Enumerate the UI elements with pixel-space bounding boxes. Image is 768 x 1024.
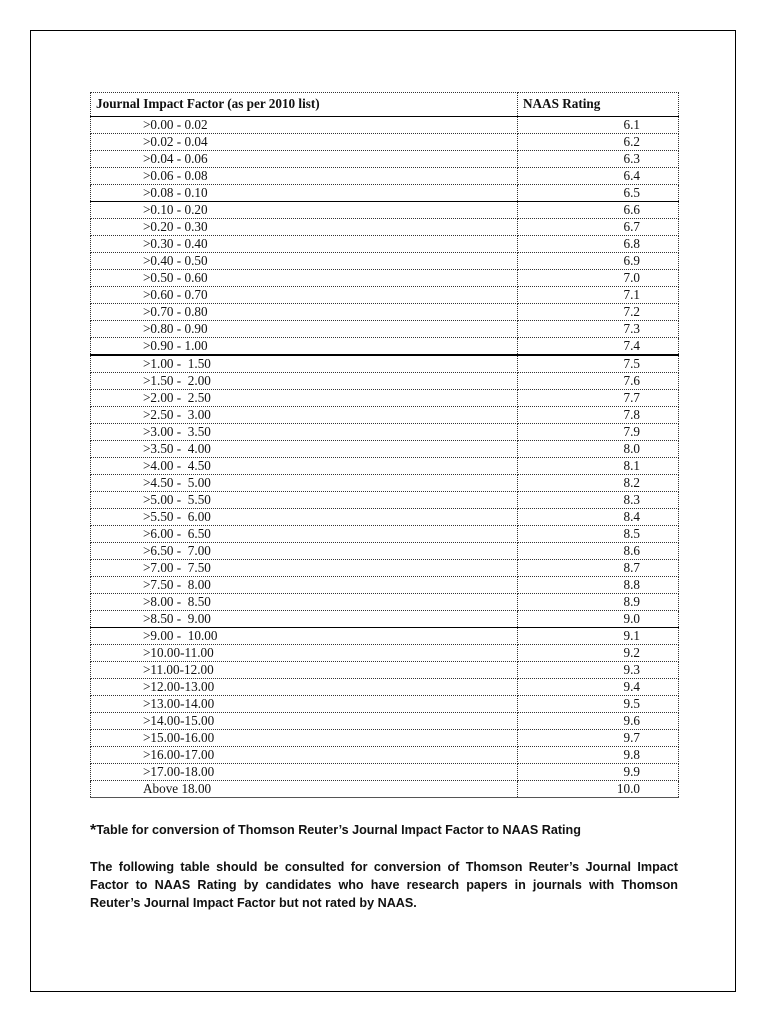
- impact-factor-range: >4.00 - 4.50: [91, 458, 518, 475]
- impact-factor-range: >0.00 - 0.02: [91, 117, 518, 134]
- table-row: [91, 424, 679, 441]
- naas-rating-value: 8.1: [518, 458, 679, 475]
- table-row: [91, 441, 679, 458]
- impact-factor-range: >0.30 - 0.40: [91, 236, 518, 253]
- naas-rating-value: 7.7: [518, 390, 679, 407]
- impact-factor-range: >10.00-11.00: [91, 645, 518, 662]
- impact-factor-range: >0.06 - 0.08: [91, 168, 518, 185]
- table-footnote: [90, 822, 678, 840]
- naas-rating-value: 6.7: [518, 219, 679, 236]
- impact-factor-range: >13.00-14.00: [91, 696, 518, 713]
- table-row: [91, 747, 679, 764]
- naas-rating-value: 9.9: [518, 764, 679, 781]
- table-header-row: [91, 93, 679, 117]
- naas-rating-value: 8.5: [518, 526, 679, 543]
- naas-rating-value: 7.3: [518, 321, 679, 338]
- impact-factor-range: >7.50 - 8.00: [91, 577, 518, 594]
- table-row: [91, 492, 679, 509]
- impact-factor-range: >9.00 - 10.00: [91, 628, 518, 645]
- naas-rating-value: 9.7: [518, 730, 679, 747]
- impact-factor-range: >11.00-12.00: [91, 662, 518, 679]
- table-row: [91, 253, 679, 270]
- table-row: [91, 543, 679, 560]
- impact-factor-range: >8.50 - 9.00: [91, 611, 518, 628]
- table-row: [91, 628, 679, 645]
- table-row: [91, 304, 679, 321]
- table-row: [91, 679, 679, 696]
- impact-factor-range: >0.08 - 0.10: [91, 185, 518, 202]
- impact-factor-range: >6.50 - 7.00: [91, 543, 518, 560]
- table-row: [91, 236, 679, 253]
- impact-factor-range: >0.80 - 0.90: [91, 321, 518, 338]
- table-row: [91, 730, 679, 747]
- table-row: [91, 577, 679, 594]
- naas-rating-value: 8.7: [518, 560, 679, 577]
- impact-factor-range: >7.00 - 7.50: [91, 560, 518, 577]
- naas-rating-value: 6.1: [518, 117, 679, 134]
- footnote-asterisk: *: [90, 822, 97, 839]
- table-row: [91, 321, 679, 338]
- table-row: [91, 475, 679, 492]
- table-row: [91, 526, 679, 543]
- table-row: [91, 390, 679, 407]
- naas-rating-value: 6.3: [518, 151, 679, 168]
- impact-factor-range: >14.00-15.00: [91, 713, 518, 730]
- naas-rating-value: 7.4: [518, 338, 679, 356]
- table-row: [91, 781, 679, 798]
- naas-rating-value: 9.0: [518, 611, 679, 628]
- table-row: [91, 560, 679, 577]
- naas-rating-value: 6.2: [518, 134, 679, 151]
- impact-factor-range: >3.00 - 3.50: [91, 424, 518, 441]
- table-row: [91, 185, 679, 202]
- impact-factor-range: >1.50 - 2.00: [91, 373, 518, 390]
- footnote-text: Table for conversion of Thomson Reuter’s Journal Impact Factor to NAAS Rating: [96, 823, 581, 837]
- naas-rating-value: 9.1: [518, 628, 679, 645]
- naas-rating-value: 6.4: [518, 168, 679, 185]
- impact-factor-range: >0.02 - 0.04: [91, 134, 518, 151]
- impact-factor-range: >15.00-16.00: [91, 730, 518, 747]
- naas-rating-value: 7.5: [518, 355, 679, 373]
- table-row: [91, 202, 679, 219]
- impact-factor-range: >0.50 - 0.60: [91, 270, 518, 287]
- impact-factor-range: >0.90 - 1.00: [91, 338, 518, 356]
- table-row: [91, 611, 679, 628]
- naas-rating-value: 10.0: [518, 781, 679, 798]
- table-row: [91, 270, 679, 287]
- table-row: [91, 407, 679, 424]
- naas-rating-value: 6.6: [518, 202, 679, 219]
- impact-factor-range: >0.60 - 0.70: [91, 287, 518, 304]
- naas-rating-value: 8.9: [518, 594, 679, 611]
- table-row: [91, 168, 679, 185]
- impact-factor-range: >0.20 - 0.30: [91, 219, 518, 236]
- naas-rating-value: 7.2: [518, 304, 679, 321]
- impact-factor-range: >6.00 - 6.50: [91, 526, 518, 543]
- table-row: [91, 764, 679, 781]
- naas-rating-value: 9.3: [518, 662, 679, 679]
- impact-factor-range: >12.00-13.00: [91, 679, 518, 696]
- naas-rating-value: 6.9: [518, 253, 679, 270]
- impact-factor-range: Above 18.00: [91, 781, 518, 798]
- naas-rating-value: 6.5: [518, 185, 679, 202]
- naas-rating-value: 7.8: [518, 407, 679, 424]
- naas-rating-value: 7.1: [518, 287, 679, 304]
- table-row: [91, 458, 679, 475]
- table-row: [91, 134, 679, 151]
- naas-rating-value: 8.0: [518, 441, 679, 458]
- table-row: [91, 713, 679, 730]
- naas-rating-value: 8.8: [518, 577, 679, 594]
- naas-rating-value: 9.2: [518, 645, 679, 662]
- table-row: [91, 696, 679, 713]
- impact-factor-range: >16.00-17.00: [91, 747, 518, 764]
- impact-factor-range: >8.00 - 8.50: [91, 594, 518, 611]
- naas-rating-value: 9.5: [518, 696, 679, 713]
- naas-rating-value: 6.8: [518, 236, 679, 253]
- impact-factor-range: >17.00-18.00: [91, 764, 518, 781]
- impact-factor-range: >5.00 - 5.50: [91, 492, 518, 509]
- naas-rating-value: 9.4: [518, 679, 679, 696]
- impact-factor-range: >0.04 - 0.06: [91, 151, 518, 168]
- impact-factor-range: >2.00 - 2.50: [91, 390, 518, 407]
- table-row: [91, 219, 679, 236]
- conversion-table: [90, 92, 679, 798]
- header-impact-factor: Journal Impact Factor (as per 2010 list): [91, 93, 518, 117]
- naas-rating-value: 7.6: [518, 373, 679, 390]
- impact-factor-range: >5.50 - 6.00: [91, 509, 518, 526]
- impact-factor-range: >0.40 - 0.50: [91, 253, 518, 270]
- naas-rating-value: 8.6: [518, 543, 679, 560]
- header-naas-rating: NAAS Rating: [518, 93, 679, 117]
- impact-factor-range: >2.50 - 3.00: [91, 407, 518, 424]
- naas-rating-value: 8.3: [518, 492, 679, 509]
- table-row: [91, 338, 679, 356]
- naas-rating-value: 8.4: [518, 509, 679, 526]
- table-row: [91, 373, 679, 390]
- impact-factor-range: >0.70 - 0.80: [91, 304, 518, 321]
- impact-factor-range: >4.50 - 5.00: [91, 475, 518, 492]
- naas-rating-value: 7.9: [518, 424, 679, 441]
- table-row: [91, 355, 679, 373]
- table-row: [91, 662, 679, 679]
- instruction-paragraph: The following table should be consulted for conversion of Thomson Reuter’s Journal Impact Factor to NAAS Rating by candidates who have research papers in journals with Thomson Reuter’s Journal Impact Factor but not rated by NAAS.: [90, 860, 678, 910]
- table-row: [91, 287, 679, 304]
- table-row: [91, 645, 679, 662]
- naas-rating-value: 7.0: [518, 270, 679, 287]
- naas-rating-value: 9.8: [518, 747, 679, 764]
- table-row: [91, 151, 679, 168]
- table-row: [91, 509, 679, 526]
- table-row: [91, 117, 679, 134]
- impact-factor-range: >0.10 - 0.20: [91, 202, 518, 219]
- naas-rating-value: 9.6: [518, 713, 679, 730]
- impact-factor-range: >1.00 - 1.50: [91, 355, 518, 373]
- table-row: [91, 594, 679, 611]
- naas-rating-value: 8.2: [518, 475, 679, 492]
- impact-factor-range: >3.50 - 4.00: [91, 441, 518, 458]
